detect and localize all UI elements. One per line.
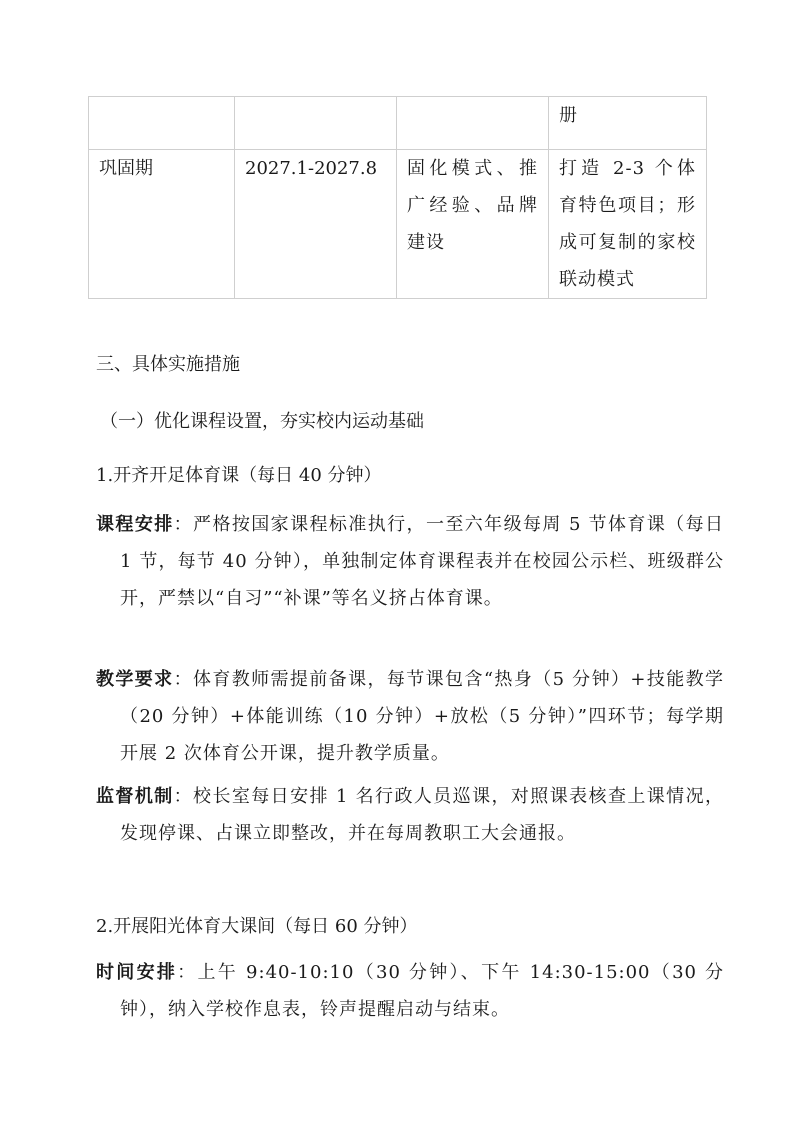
- item-title: 2.开展阳光体育大课间（每日 60 分钟）: [96, 916, 418, 937]
- course-arrangement-paragraph: [96, 506, 724, 617]
- teaching-requirements-paragraph: [96, 661, 724, 772]
- table-cell: [89, 97, 235, 150]
- subsection-title: （一）优化课程设置，夯实校内运动基础: [100, 411, 424, 432]
- paragraph-text: ：体育教师需提前备课，每节课包含“热身（5 分钟）+技能教学（20 分钟）+体能训练（10 分钟）+放松（5 分钟）”四环节；每学期开展 2 次体育公开课，提升教学质量。: [120, 669, 724, 764]
- paragraph-label: 教学要求: [96, 669, 174, 690]
- paragraph-label: 课程安排: [96, 514, 174, 535]
- time-arrangement-paragraph: [96, 954, 724, 1028]
- table-row: [89, 97, 707, 150]
- period-cell: 2027.1-2027.8: [235, 150, 397, 299]
- paragraph-label: 监督机制: [96, 786, 174, 807]
- implementation-phase-table: [88, 96, 707, 299]
- table-cell: [235, 97, 397, 150]
- phase-cell: 巩固期: [89, 150, 235, 299]
- table-row: [89, 150, 707, 299]
- goals-cell: 打造 2-3 个体育特色项目；形成可复制的家校联动模式: [549, 150, 707, 299]
- section-title: 三、具体实施措施: [96, 354, 240, 375]
- paragraph-label: 时间安排: [96, 962, 178, 983]
- paragraph-text: ：严格按国家课程标准执行，一至六年级每周 5 节体育课（每日 1 节，每节 40 分钟），单独制定体育课程表并在校园公示栏、班级群公开，严禁以“自习”“补课”等名义挤占体育课。: [120, 514, 724, 609]
- focus-cell: 固化模式、推广经验、品牌建设: [397, 150, 549, 299]
- item-title: 1.开齐开足体育课（每日 40 分钟）: [96, 465, 382, 486]
- paragraph-text: ：上午 9:40-10:10（30 分钟）、下午 14:30-15:00（30 分钟），纳入学校作息表，铃声提醒启动与结束。: [120, 962, 725, 1020]
- table-cell: 册: [549, 97, 707, 150]
- table-cell: [397, 97, 549, 150]
- paragraph-text: ：校长室每日安排 1 名行政人员巡课，对照课表核查上课情况，发现停课、占课立即整改，并在每周教职工大会通报。: [120, 786, 724, 844]
- supervision-paragraph: [96, 778, 724, 852]
